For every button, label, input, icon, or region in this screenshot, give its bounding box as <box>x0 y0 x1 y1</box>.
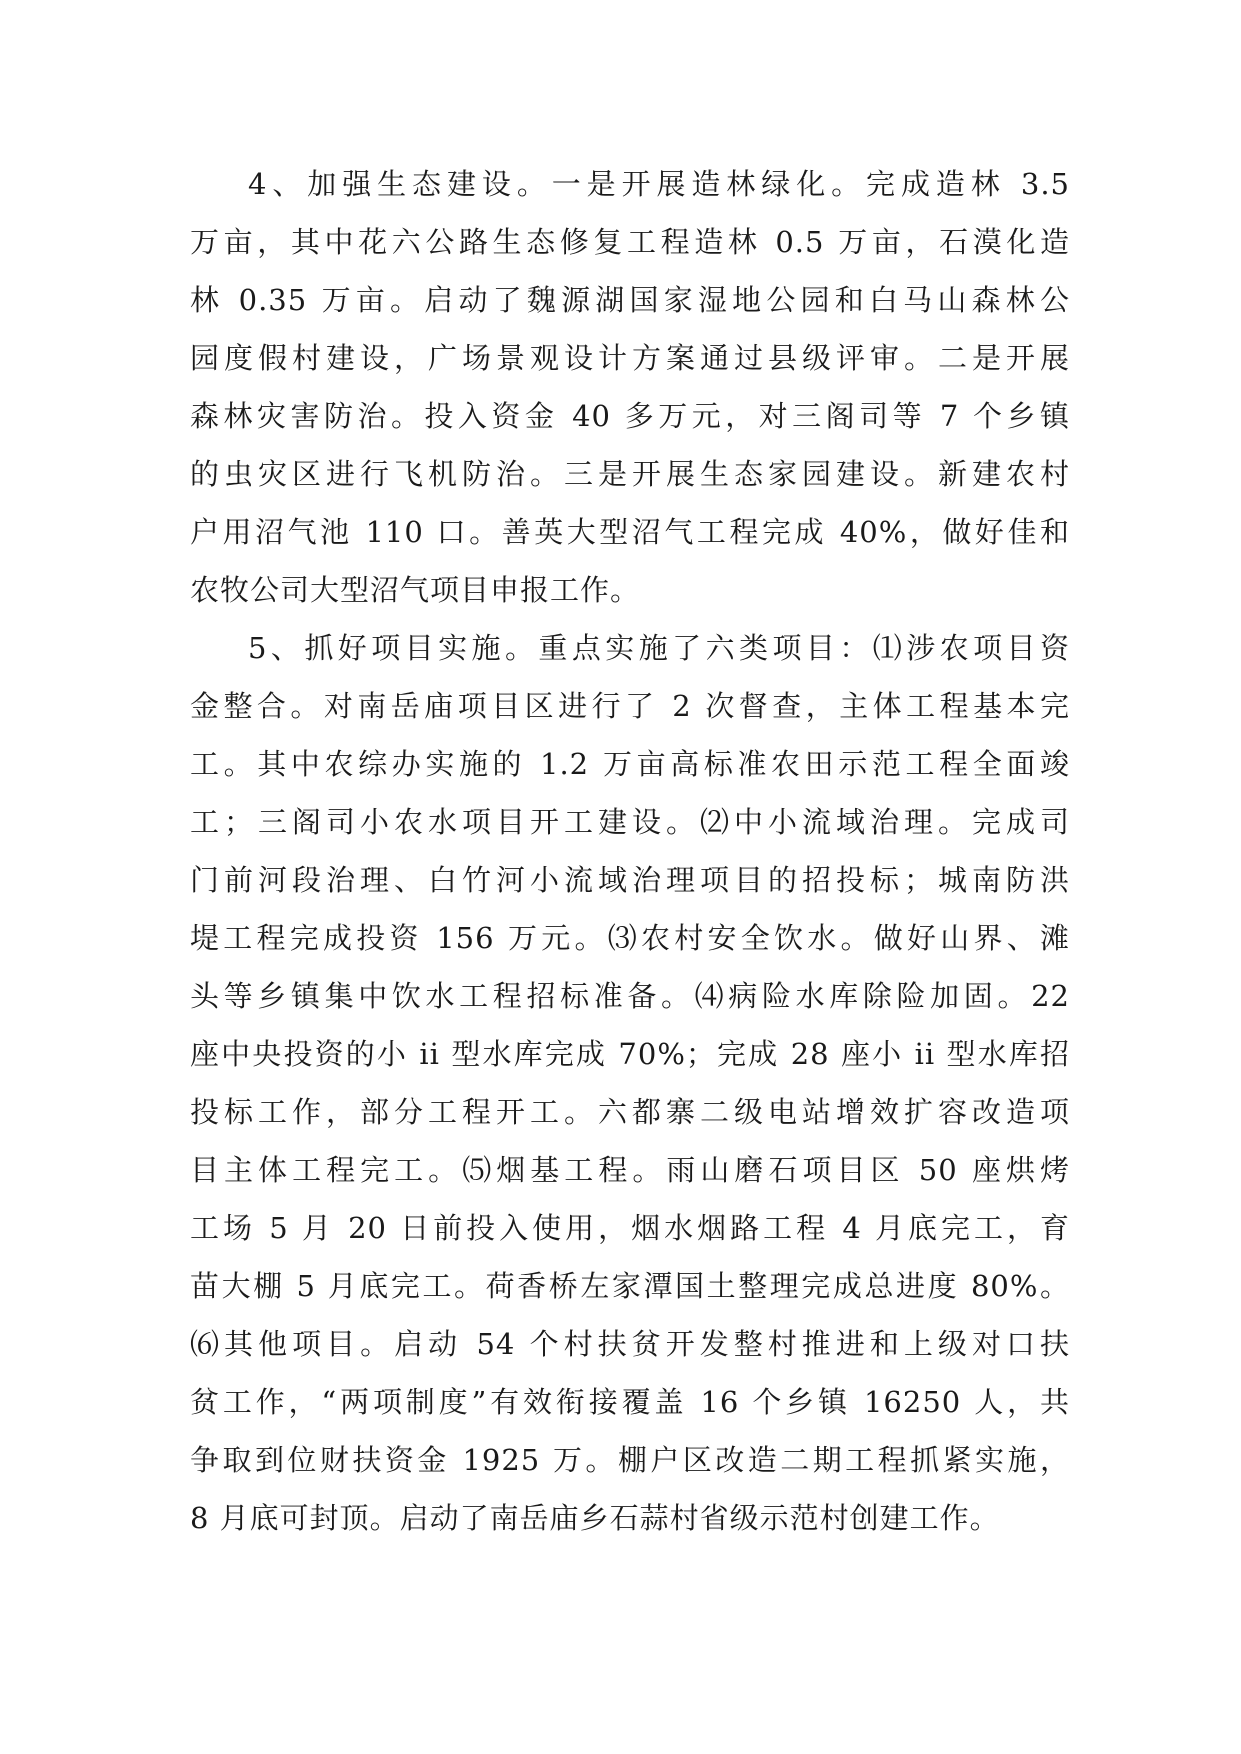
paragraph-line: ⑹其他项目。启动 54 个村扶贫开发整村推进和上级对口扶 <box>190 1327 1070 1361</box>
document-body <box>190 155 1070 1547</box>
paragraph-line: 工。其中农综办实施的 1.2 万亩高标准农田示范工程全面竣 <box>190 747 1070 781</box>
paragraph-line: 林 0.35 万亩。启动了魏源湖国家湿地公园和白马山森林公 <box>190 283 1070 317</box>
paragraph-4 <box>190 155 1070 619</box>
paragraph-line: 农牧公司大型沼气项目申报工作。 <box>190 573 641 607</box>
paragraph-line: 8 月底可封顶。启动了南岳庙乡石蒜村省级示范村创建工作。 <box>190 1501 1000 1535</box>
paragraph-line: 头等乡镇集中饮水工程招标准备。⑷病险水库除险加固。22 <box>190 979 1070 1013</box>
paragraph-line: 万亩，其中花六公路生态修复工程造林 0.5 万亩，石漠化造 <box>190 225 1070 259</box>
paragraph-line: 园度假村建设，广场景观设计方案通过县级评审。二是开展 <box>190 341 1070 375</box>
paragraph-line: 目主体工程完工。⑸烟基工程。雨山磨石项目区 50 座烘烤 <box>190 1153 1070 1187</box>
paragraph-line: 的虫灾区进行飞机防治。三是开展生态家园建设。新建农村 <box>190 457 1070 491</box>
paragraph-line: 门前河段治理、白竹河小流域治理项目的招投标；城南防洪 <box>190 863 1070 897</box>
paragraph-line: 争取到位财扶资金 1925 万。棚户区改造二期工程抓紧实施， <box>190 1443 1070 1477</box>
paragraph-line: 贫工作，“两项制度”有效衔接覆盖 16 个乡镇 16250 人，共 <box>190 1385 1070 1419</box>
paragraph-line: 堤工程完成投资 156 万元。⑶农村安全饮水。做好山界、滩 <box>190 921 1070 955</box>
paragraph-line: 5、抓好项目实施。重点实施了六类项目：⑴涉农项目资 <box>248 631 1070 665</box>
paragraph-line: 户用沼气池 110 口。善英大型沼气工程完成 40%，做好佳和 <box>190 515 1070 549</box>
paragraph-5 <box>190 619 1070 1547</box>
paragraph-line: 投标工作，部分工程开工。六都寨二级电站增效扩容改造项 <box>190 1095 1070 1129</box>
paragraph-line: 座中央投资的小 ii 型水库完成 70%；完成 28 座小 ii 型水库招 <box>190 1037 1070 1071</box>
paragraph-line: 森林灾害防治。投入资金 40 多万元，对三阁司等 7 个乡镇 <box>190 399 1070 433</box>
paragraph-line: 4、加强生态建设。一是开展造林绿化。完成造林 3.5 <box>248 167 1070 201</box>
paragraph-line: 金整合。对南岳庙项目区进行了 2 次督查，主体工程基本完 <box>190 689 1070 723</box>
paragraph-line: 工；三阁司小农水项目开工建设。⑵中小流域治理。完成司 <box>190 805 1070 839</box>
paragraph-line: 苗大棚 5 月底完工。荷香桥左家潭国土整理完成总进度 80%。 <box>190 1269 1070 1303</box>
paragraph-line: 工场 5 月 20 日前投入使用，烟水烟路工程 4 月底完工，育 <box>190 1211 1070 1245</box>
